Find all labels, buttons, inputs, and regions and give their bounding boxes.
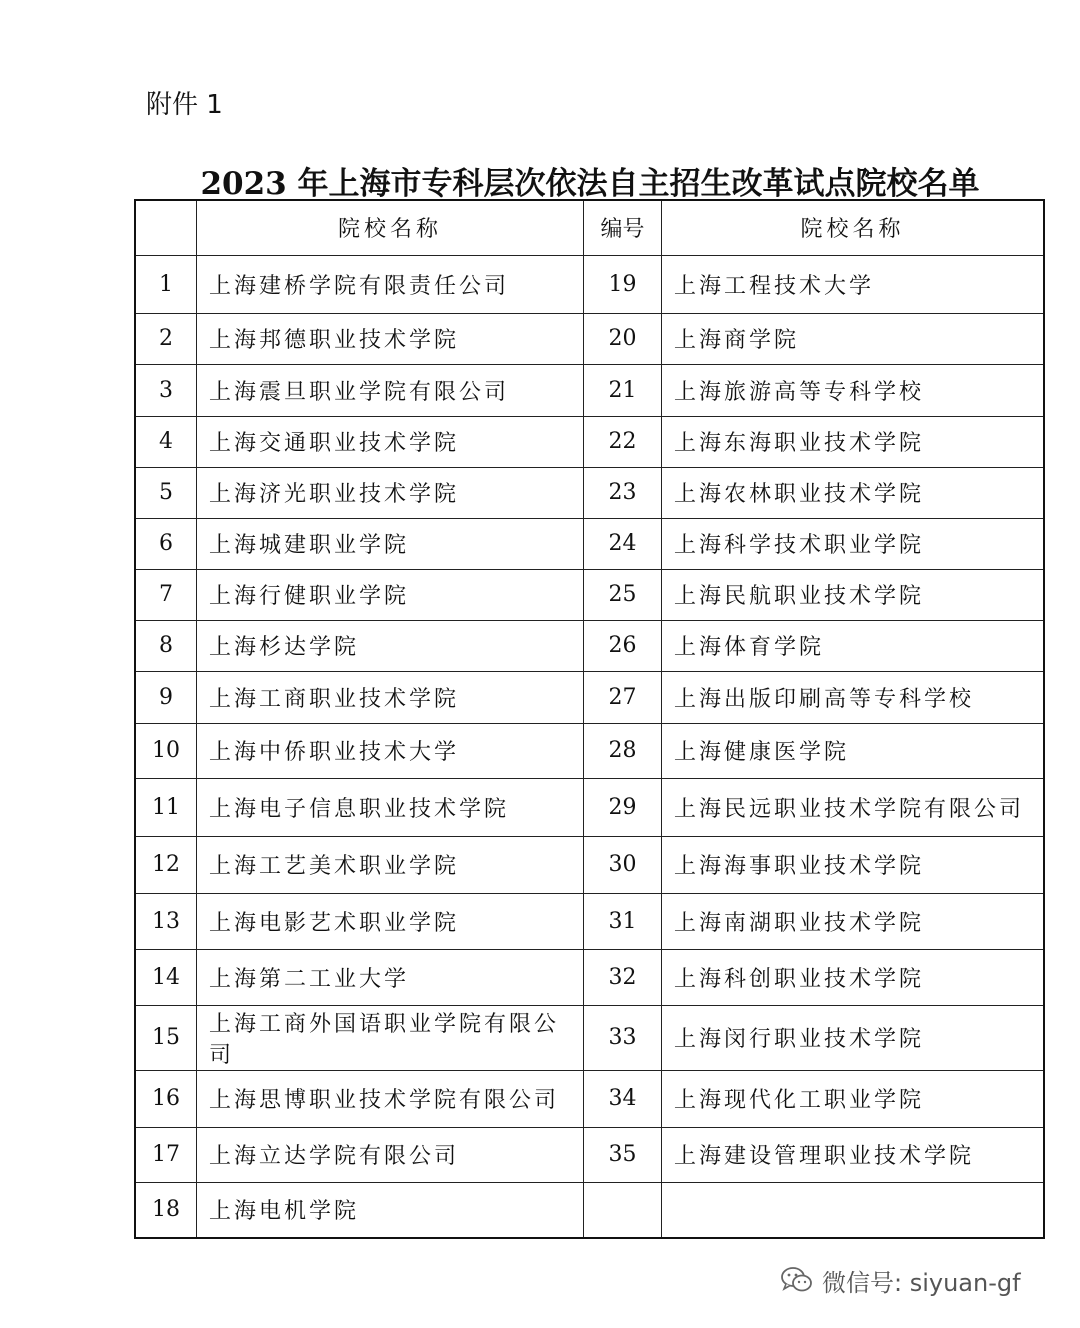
row-number-right: 35: [584, 1127, 662, 1182]
row-school-name-left: 上海交通职业技术学院: [197, 416, 584, 467]
row-number-right: 31: [584, 893, 662, 949]
row-school-name-left: 上海工商外国语职业学院有限公司: [197, 1005, 584, 1070]
row-school-name-right: 上海工程技术大学: [662, 255, 1045, 313]
row-school-name-left: 上海电子信息职业技术学院: [197, 778, 584, 836]
row-school-name-right: 上海闵行职业技术学院: [662, 1005, 1045, 1070]
row-school-name-right: 上海健康医学院: [662, 723, 1045, 778]
row-number-right: 30: [584, 836, 662, 893]
row-number-right: 33: [584, 1005, 662, 1070]
row-number-right: 23: [584, 467, 662, 518]
row-number-left: 17: [135, 1127, 197, 1182]
row-number-left: 13: [135, 893, 197, 949]
row-school-name-right: 上海科学技术职业学院: [662, 518, 1045, 569]
row-number-left: 12: [135, 836, 197, 893]
row-number-left: 9: [135, 671, 197, 723]
row-school-name-right: 上海体育学院: [662, 620, 1045, 671]
row-school-name-left: 上海第二工业大学: [197, 949, 584, 1005]
row-school-name-left: 上海行健职业学院: [197, 569, 584, 620]
table-row: [135, 313, 1044, 364]
row-school-name-right: 上海南湖职业技术学院: [662, 893, 1045, 949]
row-number-right: 28: [584, 723, 662, 778]
table-row: [135, 949, 1044, 1005]
table-header-row: [135, 200, 1044, 255]
row-school-name-left: 上海济光职业技术学院: [197, 467, 584, 518]
row-number-left: 8: [135, 620, 197, 671]
row-school-name-left: 上海城建职业学院: [197, 518, 584, 569]
row-number-right: 26: [584, 620, 662, 671]
row-number-right: [584, 1182, 662, 1238]
row-number-left: 18: [135, 1182, 197, 1238]
row-number-left: 5: [135, 467, 197, 518]
row-number-right: 32: [584, 949, 662, 1005]
row-number-left: 15: [135, 1005, 197, 1070]
page-title: 2023 年上海市专科层次依法自主招生改革试点院校名单: [200, 166, 980, 202]
row-school-name-left: 上海邦德职业技术学院: [197, 313, 584, 364]
table-row: [135, 364, 1044, 416]
row-school-name-right: [662, 1182, 1045, 1238]
row-number-right: 20: [584, 313, 662, 364]
row-number-left: 16: [135, 1070, 197, 1127]
row-number-left: 10: [135, 723, 197, 778]
row-number-right: 34: [584, 1070, 662, 1127]
table-row: [135, 416, 1044, 467]
row-number-left: 4: [135, 416, 197, 467]
header-number-right: 编号: [584, 200, 662, 255]
row-school-name-right: 上海海事职业技术学院: [662, 836, 1045, 893]
row-number-right: 24: [584, 518, 662, 569]
table-row: [135, 1070, 1044, 1127]
row-school-name-left: 上海电机学院: [197, 1182, 584, 1238]
row-school-name-left: 上海杉达学院: [197, 620, 584, 671]
row-number-right: 27: [584, 671, 662, 723]
table-row: [135, 518, 1044, 569]
table-body: [135, 255, 1044, 1238]
header-school-name-left: 院校名称: [197, 200, 584, 255]
wechat-watermark: [780, 1262, 1021, 1298]
row-school-name-left: 上海电影艺术职业学院: [197, 893, 584, 949]
header-school-name-right: 院校名称: [662, 200, 1045, 255]
row-school-name-right: 上海建设管理职业技术学院: [662, 1127, 1045, 1182]
row-number-left: 1: [135, 255, 197, 313]
row-school-name-left: 上海思博职业技术学院有限公司: [197, 1070, 584, 1127]
row-school-name-left: 上海震旦职业学院有限公司: [197, 364, 584, 416]
table-row: [135, 778, 1044, 836]
watermark-text: 微信号: siyuan-gf: [822, 1268, 1021, 1297]
header-number-left: [135, 200, 197, 255]
row-number-right: 22: [584, 416, 662, 467]
row-school-name-left: 上海工艺美术职业学院: [197, 836, 584, 893]
table-row: [135, 723, 1044, 778]
row-school-name-left: 上海工商职业技术学院: [197, 671, 584, 723]
row-school-name-right: 上海现代化工职业学院: [662, 1070, 1045, 1127]
table-row: [135, 1182, 1044, 1238]
table-row: [135, 467, 1044, 518]
table-row: [135, 836, 1044, 893]
table-row: [135, 255, 1044, 313]
row-number-left: 11: [135, 778, 197, 836]
row-school-name-right: 上海旅游高等专科学校: [662, 364, 1045, 416]
row-school-name-right: 上海民远职业技术学院有限公司: [662, 778, 1045, 836]
row-number-left: 3: [135, 364, 197, 416]
row-number-right: 25: [584, 569, 662, 620]
row-school-name-right: 上海出版印刷高等专科学校: [662, 671, 1045, 723]
row-school-name-left: 上海中侨职业技术大学: [197, 723, 584, 778]
row-school-name-right: 上海民航职业技术学院: [662, 569, 1045, 620]
row-school-name-left: 上海立达学院有限公司: [197, 1127, 584, 1182]
row-number-left: 6: [135, 518, 197, 569]
row-school-name-right: 上海东海职业技术学院: [662, 416, 1045, 467]
row-school-name-right: 上海农林职业技术学院: [662, 467, 1045, 518]
row-number-left: 2: [135, 313, 197, 364]
row-school-name-right: 上海商学院: [662, 313, 1045, 364]
table-row: [135, 620, 1044, 671]
table-row: [135, 1005, 1044, 1070]
row-number-left: 7: [135, 569, 197, 620]
table-row: [135, 893, 1044, 949]
table-row: [135, 671, 1044, 723]
row-number-right: 19: [584, 255, 662, 313]
row-number-right: 29: [584, 778, 662, 836]
row-number-left: 14: [135, 949, 197, 1005]
row-school-name-right: 上海科创职业技术学院: [662, 949, 1045, 1005]
wechat-icon: [780, 1265, 814, 1295]
row-school-name-left: 上海建桥学院有限责任公司: [197, 255, 584, 313]
table-row: [135, 569, 1044, 620]
table-row: [135, 1127, 1044, 1182]
attachment-label: 附件 1: [146, 90, 223, 120]
row-number-right: 21: [584, 364, 662, 416]
school-list-table: [134, 199, 1045, 1239]
